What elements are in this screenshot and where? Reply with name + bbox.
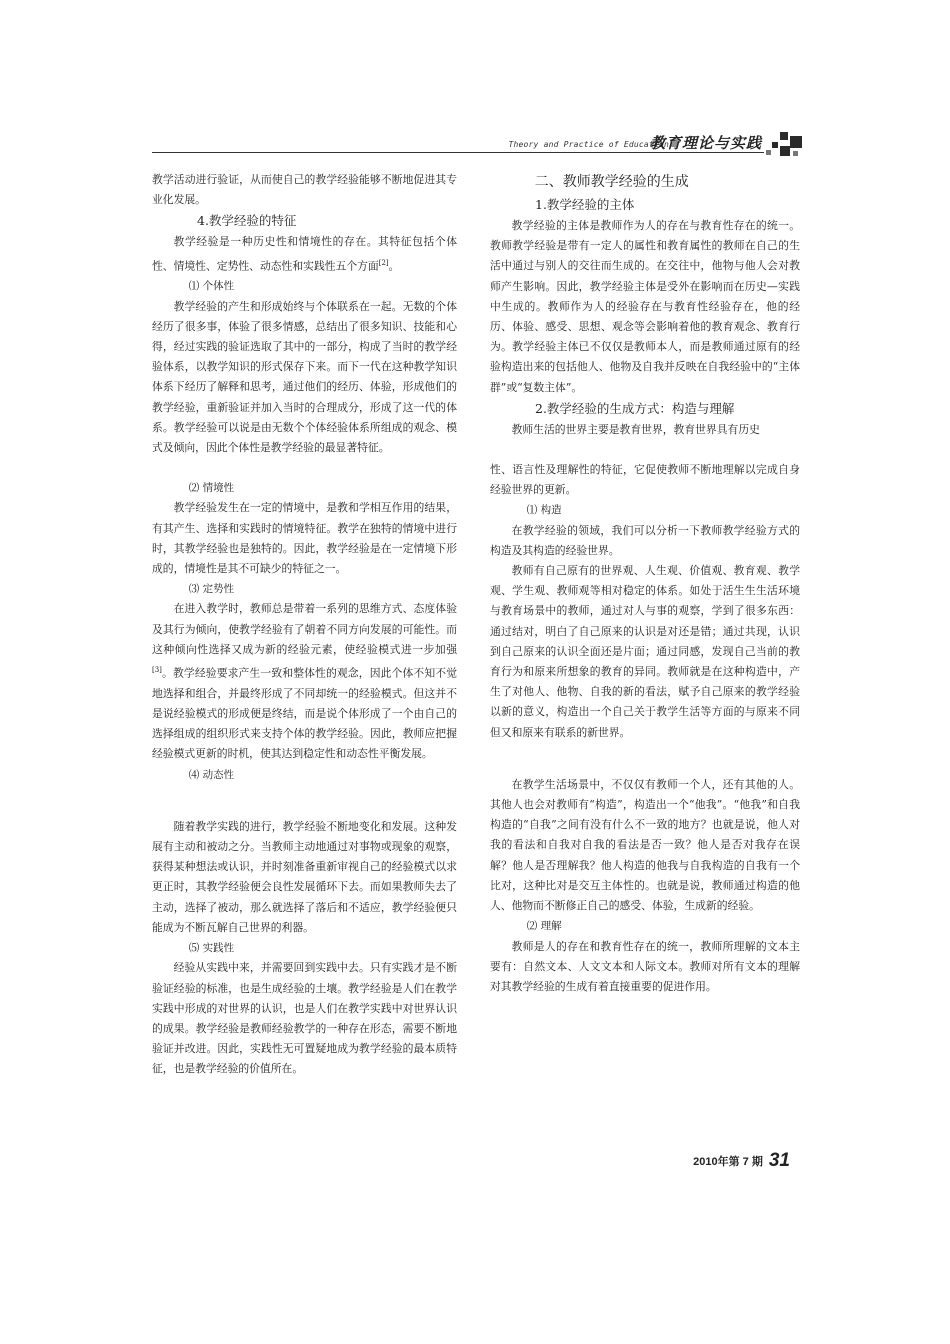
section-heading-characteristics: 4.教学经验的特征: [197, 213, 297, 229]
journal-title-en: Theory and Practice of Education: [508, 140, 669, 149]
paragraph-continued: 教学活动进行验证，从而使自己的教学经验能够不断地促进其专业化发展。: [152, 173, 457, 207]
citation-ref: [2]: [378, 258, 389, 267]
paragraph-characteristics-intro: 教学经验是一种历史性和情境性的存在。其特征包括个体性、情境性、定势性、动态性和实践性五个方面[2]。: [152, 235, 457, 273]
page-number: 31: [768, 1150, 790, 1171]
subheading-individuality: ⑴ 个体性: [188, 280, 235, 293]
paragraph-situationality: 教学经验发生在一定的情境中，是教和学相互作用的结果，有其产生、选择和实践时的情境特征。教学在独特的情境中进行时，其教学经验也是独特的。因此，教学经验是在一定情境下形成的，情境性是其不可缺少的特征之一。: [152, 501, 457, 576]
header-rule: [152, 152, 764, 153]
section-heading-generation: 二、教师教学经验的生成: [534, 174, 689, 190]
paragraph-individuality: 教学经验的产生和形成始终与个体联系在一起。无数的个体经历了很多事，体验了很多情感，总结出了很多知识、技能和心得，经过实践的验证选取了其中的一部分，构成了当时的教学经验体系，以教学知识的形式保存下来。而下一代在这种教学知识体系下经历了解释和思考，通过他们的经历、体验，形成他们的教学经验，重新验证并加入当时的合理成分，形成了这一代的体系。教学经验可以说是由无数个个体经验体系所组成的观念、模式及倾向，因此个体性是教学经验的最显著特征。: [152, 299, 457, 455]
citation-ref: [3]: [152, 666, 162, 675]
subheading-situationality: ⑵ 情境性: [188, 482, 235, 495]
issue-label: 2010年第 7 期: [693, 1156, 763, 1168]
running-header: [152, 128, 802, 158]
subheading-understanding: ⑵ 理解: [526, 920, 562, 933]
left-column: [152, 170, 457, 1080]
paragraph-dynamics: 随着教学实践的进行，教学经验不断地变化和发展。这种发展有主动和被动之分。当教师主动地通过对事物或现象的观察，获得某种想法或认识，并时刻准备重新审视自己的经验模式以求更正时，其教学经验便会良性发展循环下去。而如果教师失去了主动，选择了被动，那么就选择了落后和不适应，教学经验便只能成为不断瓦解自己世界的利器。: [152, 819, 457, 934]
subheading-construction: ⑴ 构造: [526, 504, 562, 517]
paragraph-construction-intro: 在教学经验的领域，我们可以分析一下教师教学经验方式的构造及其构造的经验世界。: [490, 523, 800, 557]
subheading-set-tendency: ⑶ 定势性: [188, 583, 235, 596]
section-heading-generation-method: 2.教学经验的生成方式：构造与理解: [535, 400, 735, 416]
paragraph-construction-body: 教师有自己原有的世界观、人生观、价值观、教育观、教学观、学生观、教师观等相对稳定的体系。如处于活生生生活环境与教育场景中的教师，通过对人与事的观察，学到了很多东西：通过结对，明白了自己原来的认识是对还是错；通过共现，认识到自己原来的认识全面还是片面；通过同感，发现自己当前的教育行为和原来所想象的教育的异同。教师就是在这种构造中，产生了对他人、他物、自我的新的看法，赋予自己原来的教学经验以新的意义，构造出一个自己关于教学生活等方面的与原来不同但又和原来有联系的新世界。: [490, 564, 800, 739]
paragraph-practicality: 经验从实践中来，并需要回到实践中去。只有实践才是不断验证经验的标准，也是生成经验的土壤。教学经验是人们在教学实践中形成的对世界的认识，也是人们在教学实践中对世界认识的成果。教学经验是教师经验教学的一种存在形态，需要不断地验证并改进。因此，实践性无可置疑地成为教学经验的最本质特征，也是教学经验的价值所在。: [152, 961, 457, 1076]
paragraph-other-self: 在教学生活场景中，不仅仅有教师一个人，还有其他的人。其他人也会对教师有“构造”，构造出一个“他我”。“他我”和自我构造的“自我”之间有没有什么不一致的地方？也就是说，他人对我的看法和自我对自我的看法是否一致？他人是否对我存在误解？他人是否理解我？他人构造的他我与自我构造的自我有一个比对，这种比对是交互主体性的。也就是说，教师通过构造的他人、他物而不断修正自己的感受、体验，生成新的经验。: [490, 777, 800, 913]
subheading-practicality: ⑸ 实践性: [188, 942, 235, 955]
paragraph-subject: 教学经验的主体是教师作为人的存在与教育性存在的统一。教师教学经验是带有一定人的属性和教育属性的教师在自己的生活中通过与别人的交往而生成的。在交往中，他物与他人会对教师产生影响。因此，教学经验主体是受外在影响而在历史—实践中生成的。教师作为人的经验存在与教育性经验存在，他的经历、体验、感受、思想、观念等会影响着他的教育观念、教育行为。教学经验主体已不仅仅是教师本人，而是教师通过原有的经验构造出来的包括他人、他物及自我并反映在自我经验中的“主体群”或“复数主体”。: [490, 219, 800, 394]
paragraph-world-a: 教师生活的世界主要是教育世界，教育世界具有历史: [511, 422, 760, 436]
header-decoration-icon: [766, 132, 802, 158]
page-footer: [693, 1150, 790, 1172]
paragraph-world-b: 性、语言性及理解性的特征，它促使教师不断地理解以完成自身经验世界的更新。: [490, 463, 800, 497]
subheading-dynamics: ⑷ 动态性: [188, 768, 235, 781]
journal-title-cn: 教育理论与实践: [649, 134, 762, 152]
right-column: [490, 170, 800, 997]
section-heading-subject: 1.教学经验的主体: [535, 197, 635, 212]
paragraph-set-tendency: 在进入教学时，教师总是带着一系列的思维方式、态度体验及其行为倾向，使教学经验有了朝着不同方向发展的可能性。而这种倾向性选择又成为新的经验元素，使经验模式进一步加强[3]。教学经验要求产生一致和整体性的观念，因此个体不知不觉地选择和组合，并最终形成了不同却统一的经验模式。但这并不是说经验模式的形成便是终结，而是说个体形成了一个由自己的选择组成的组织形式来支持个体的教学经验。因此，教师应把握经验模式更新的时机，使其达到稳定性和动态性平衡发展。: [152, 602, 457, 761]
paragraph-understanding: 教师是人的存在和教育性存在的统一，教师所理解的文本主要有：自然文本、人文文本和人际文本。教师对所有文本的理解对其教学经验的生成有着直接重要的促进作用。: [490, 939, 800, 993]
